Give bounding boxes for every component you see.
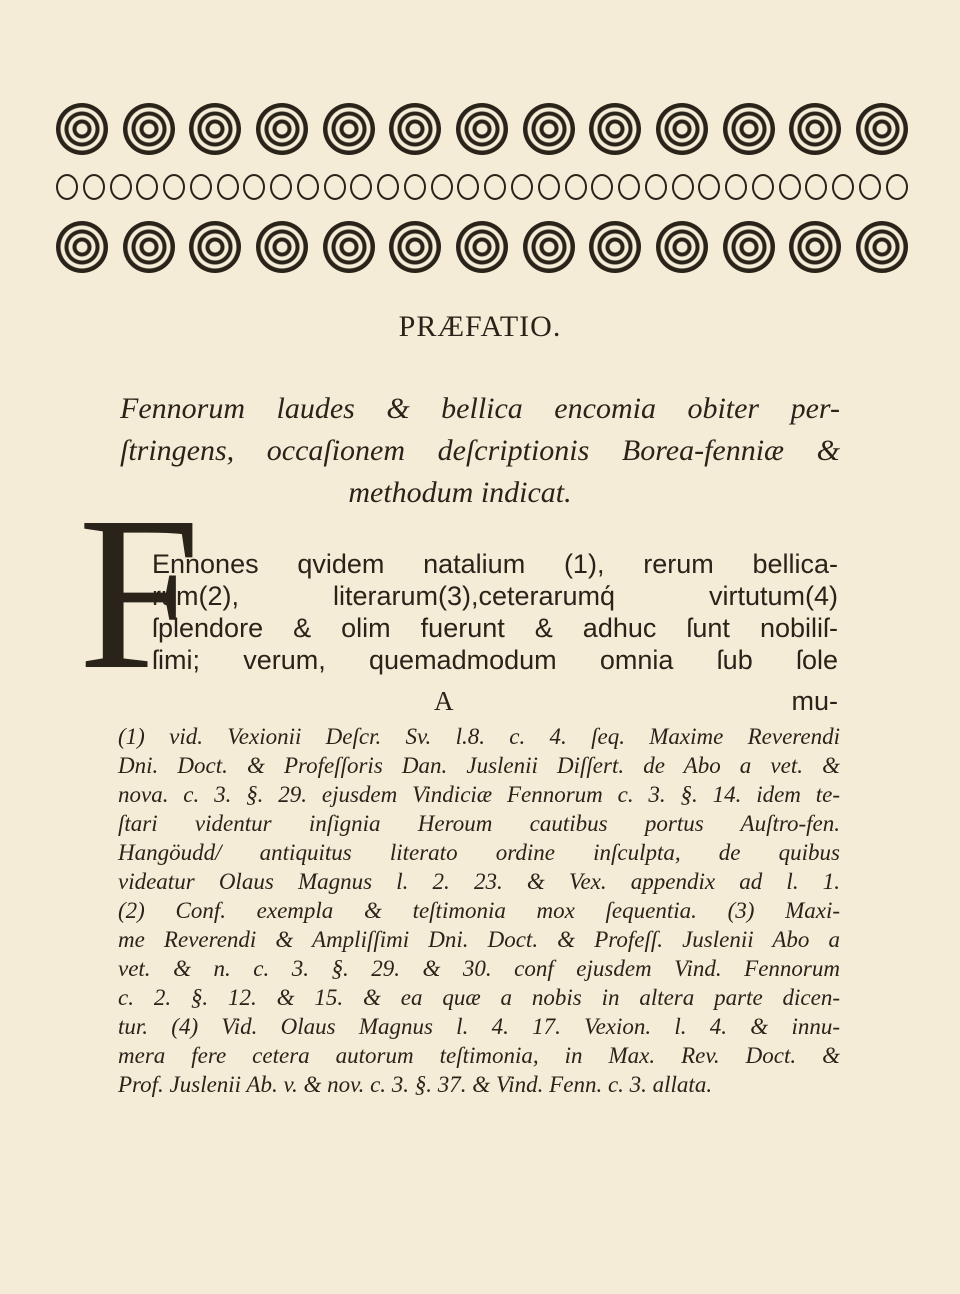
rosette-ornament — [456, 221, 508, 273]
rosette-ornament — [456, 103, 508, 155]
body-line: ſimi; verum, quemadmodum omnia ſub ſole — [152, 645, 838, 675]
footnote-line: nova. c. 3. §. 29. ejusdem Vindiciæ Fennorum c. 3. §. 14. idem te- — [118, 782, 840, 807]
body-line: Ennones qvidem natalium (1), rerum bellica- — [152, 549, 838, 579]
rosette-ornament — [56, 103, 108, 155]
rosette-ornament — [523, 221, 575, 273]
body-line: ſplendore & olim fuerunt & adhuc ſunt nobiliſ- — [152, 613, 838, 643]
rosette-ornament — [256, 221, 308, 273]
footnote-line: (1) vid. Vexionii Deſcr. Sv. l.8. c. 4. ſeq. Maxime Reverendi — [118, 724, 840, 749]
body-line: rum(2), literarum(3),ceterarumq́ virtutum(4) — [152, 581, 838, 611]
chapter-summary — [120, 388, 840, 514]
header-ornament-bottom — [56, 214, 908, 280]
rosette-ornament — [589, 221, 641, 273]
rosette-ornament — [789, 221, 841, 273]
page-title: PRÆFATIO. — [398, 310, 562, 343]
footnote-line: tur. (4) Vid. Olaus Magnus l. 4. 17. Vexion. l. 4. & innu- — [118, 1014, 840, 1039]
footnote-line: Hangöudd/ antiquitus literato ordine inſculpta, de quibus — [118, 840, 840, 865]
rosette-ornament — [789, 103, 841, 155]
footnote-line: Prof. Juslenii Ab. v. & nov. c. 3. §. 37. & Vind. Fenn. c. 3. allata. — [118, 1072, 713, 1097]
header-ornament-circles — [56, 172, 908, 202]
footnote-line: me Reverendi & Ampliſſimi Dni. Doct. & Profeſſ. Juslenii Abo a — [118, 927, 840, 952]
catchword: mu- — [791, 686, 838, 716]
rosette-ornament — [589, 103, 641, 155]
rosette-ornament — [323, 221, 375, 273]
footnote-line: mera fere cetera autorum teſtimonia, in Max. Rev. Doct. & — [118, 1043, 840, 1068]
footnote-line: (2) Conf. exempla & teſtimonia mox ſequentia. (3) Maxi- — [118, 898, 840, 923]
rosette-ornament — [56, 221, 108, 273]
rosette-ornament — [389, 103, 441, 155]
rosette-ornament — [123, 103, 175, 155]
signature-mark: A — [434, 686, 454, 716]
rosette-ornament — [189, 221, 241, 273]
rosette-ornament — [523, 103, 575, 155]
rosette-ornament — [656, 103, 708, 155]
header-ornament-top — [56, 96, 908, 162]
footnote-line: ſtari videntur inſignia Heroum cautibus portus Auſtro-fen. — [118, 811, 840, 836]
rosette-ornament — [389, 221, 441, 273]
rosette-ornament — [856, 103, 908, 155]
summary-line: Fennorum laudes & bellica encomia obiter per- — [120, 392, 840, 425]
rosette-ornament — [656, 221, 708, 273]
rosette-ornament — [123, 221, 175, 273]
summary-line: methodum indicat. — [348, 476, 572, 509]
body-paragraph — [152, 548, 838, 676]
footnote-line: videatur Olaus Magnus l. 2. 23. & Vex. appendix ad l. 1. — [118, 869, 840, 894]
footnote-line: c. 2. §. 12. & 15. & ea quæ a nobis in altera parte dicen- — [118, 985, 840, 1010]
summary-line: ſtringens, occaſionem deſcriptionis Borea-fenniæ & — [120, 434, 840, 467]
rosette-ornament — [256, 103, 308, 155]
rosette-ornament — [856, 221, 908, 273]
footnotes — [118, 722, 840, 1099]
footnote-line: vet. & n. c. 3. §. 29. & 30. conf ejusdem Vind. Fennorum — [118, 956, 840, 981]
rosette-ornament — [323, 103, 375, 155]
rosette-ornament — [189, 103, 241, 155]
footnote-line: Dni. Doct. & Profeſſoris Dan. Juslenii Diſſert. de Abo a vet. & — [118, 753, 840, 778]
rosette-ornament — [723, 221, 775, 273]
drop-cap-initial: F — [78, 471, 201, 715]
rosette-ornament — [723, 103, 775, 155]
